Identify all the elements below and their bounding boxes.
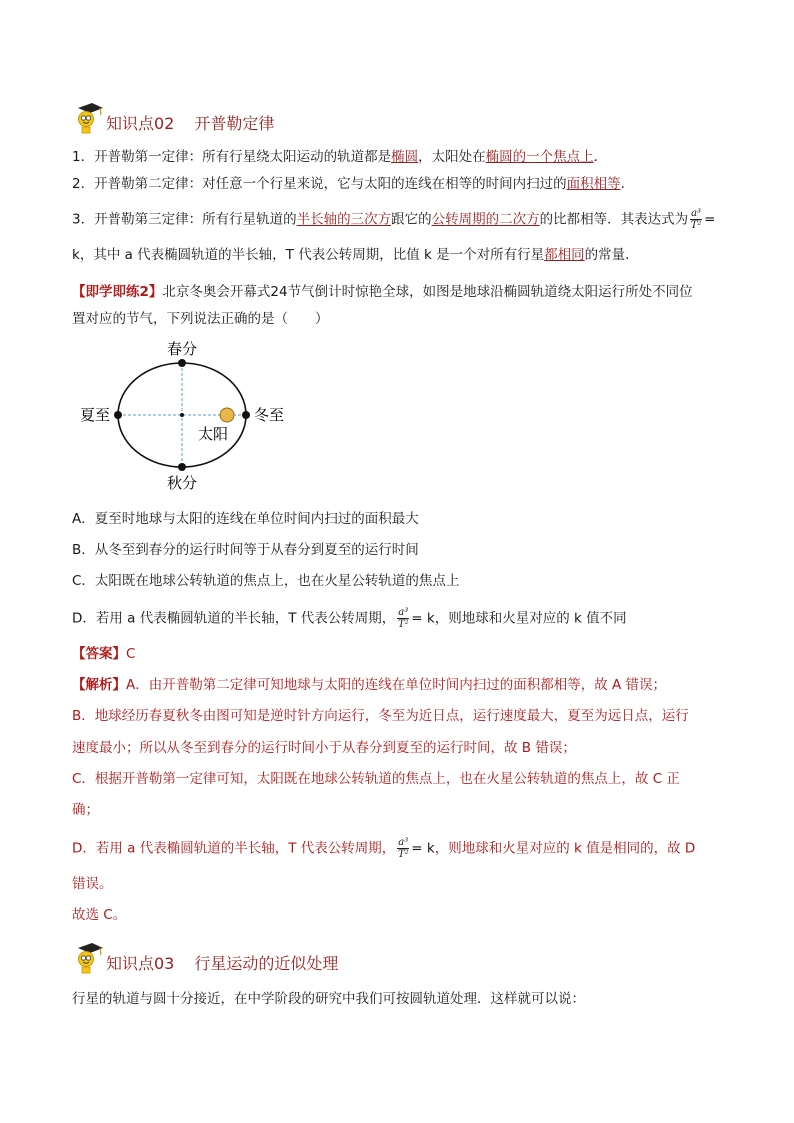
law-3-end: 的常量． [584, 247, 639, 263]
label-summer: 夏至 [79, 406, 110, 424]
orbit-diagram [72, 338, 302, 498]
analysis-d-text-2: ，则地球和火星对应的 k 值是相同的，故 D [434, 840, 696, 857]
analysis-d-equals: = k [411, 840, 435, 857]
option-d [72, 607, 627, 630]
answer-label: 【答案】 [72, 646, 126, 662]
analysis-c-1: C．根据开普勒第一定律可知，太阳既在地球公转轨道的焦点上，也在火星公转轨道的焦点上，故 C 正 [72, 771, 680, 787]
analysis-d-fraction: $\frac{\text{a³}}{\text{T²}}$ [397, 837, 409, 860]
law-3-text-3: 的比都相等．其表达式为 [539, 211, 689, 228]
practice-line-2 [72, 310, 329, 328]
section-02-header [72, 100, 274, 134]
law-3-blank-1: 半长轴的三次方 [296, 211, 392, 228]
section-02-title: 开普勒定律 [194, 114, 275, 133]
spring-equinox-point [178, 359, 186, 367]
law-2-end: ． [620, 176, 635, 192]
answer [72, 645, 135, 663]
analysis-d-text: D．若用 a 代表椭圆轨道的半长轴，T 代表公转周期， [72, 840, 396, 857]
option-d-fraction: $\frac{\text{a³}}{\text{T²}}$ [397, 607, 409, 630]
law-3-line-1 [72, 208, 715, 231]
graduate-mascot-icon [72, 100, 104, 134]
option-c: C．太阳既在地球公转轨道的焦点上，也在火星公转轨道的焦点上 [72, 573, 460, 589]
label-winter: 冬至 [254, 406, 285, 424]
law-2 [72, 175, 634, 193]
section-02-number: 知识点02 [106, 114, 175, 133]
law-3-fraction: $\frac{\text{a³}}{\text{T²}}$ [690, 208, 702, 231]
section-03-title: 行星运动的近似处理 [194, 954, 339, 973]
winter-solstice-point [242, 411, 250, 419]
practice-question-2: 置对应的节气，下列说法正确的是（ ） [72, 311, 329, 327]
label-sun: 太阳 [197, 425, 229, 443]
sun-icon [220, 408, 234, 422]
law-3-explanation: k，其中 a 代表椭圆轨道的半长轴，T 代表公转周期，比值 k 是一个对所有行星 [72, 247, 545, 263]
answer-value: C [126, 646, 136, 662]
law-2-text: 2．开普勒第二定律：对任意一个行星来说，它与太阳的连线在相等的时间内扫过的 [72, 176, 567, 192]
law-1-end: ． [593, 149, 608, 165]
label-autumn: 秋分 [166, 474, 198, 492]
analysis-label: 【解析】 [72, 677, 126, 693]
analysis-conclusion: 故选 C。 [72, 907, 127, 923]
option-d-equals: = k [411, 610, 435, 627]
summer-solstice-point [114, 411, 122, 419]
law-3-blank-2: 公转周期的二次方 [431, 211, 540, 228]
section-03-intro: 行星的轨道与圆十分接近，在中学阶段的研究中我们可按圆轨道处理．这样就可以说： [72, 991, 585, 1007]
law-3-text: 3．开普勒第三定律：所有行星轨道的 [72, 211, 297, 228]
option-d-text: D．若用 a 代表椭圆轨道的半长轴，T 代表公转周期， [72, 610, 396, 627]
graduate-mascot-icon [72, 940, 104, 974]
analysis-d-2: 错误。 [72, 876, 113, 892]
section-03-number: 知识点03 [106, 954, 175, 973]
law-1 [72, 148, 607, 166]
law-1-blank-2: 椭圆的一个焦点上 [485, 149, 594, 165]
practice-tag: 【即学即练2】 [72, 284, 163, 300]
law-3-text-2: 跟它的 [391, 211, 432, 228]
option-a: A．夏至时地球与太阳的连线在单位时间内扫过的面积最大 [72, 511, 419, 527]
law-2-blank: 面积相等 [566, 176, 621, 192]
law-1-text: 1．开普勒第一定律：所有行星绕太阳运动的轨道都是 [72, 149, 392, 165]
option-d-text-2: ，则地球和火星对应的 k 值不同 [434, 610, 627, 627]
option-b: B．从冬至到春分的运行时间等于从春分到夏至的运行时间 [72, 542, 419, 558]
section-03-header [72, 940, 338, 974]
analysis-b-2: 速度最小；所以从冬至到春分的运行时间小于从春分到夏至的运行时间，故 B 错误； [72, 740, 576, 756]
analysis-c-2: 确； [72, 802, 99, 818]
analysis-a-text: A．由开普勒第二定律可知地球与太阳的连线在单位时间内扫过的面积都相等，故 A 错误； [126, 677, 667, 693]
analysis-a [72, 676, 666, 694]
analysis-b-1: B．地球经历春夏秋冬由图可知是逆时针方向运行，冬至为近日点，运行速度最大，夏至为远日点，运行 [72, 708, 689, 724]
law-1-text-2: ，太阳处在 [418, 149, 486, 165]
label-spring: 春分 [166, 340, 198, 358]
law-1-blank-1: 椭圆 [391, 149, 419, 165]
center-point [180, 413, 184, 417]
practice-question: 北京冬奥会开幕式24节气倒计时惊艳全球，如图是地球沿椭圆轨道绕太阳运行所处不同位 [162, 284, 693, 300]
autumn-equinox-point [178, 463, 186, 471]
law-3-line-2 [72, 246, 639, 264]
law-3-equals: = [704, 211, 716, 228]
practice-line-1 [72, 283, 693, 301]
law-3-blank-3: 都相同 [544, 247, 585, 263]
analysis-d-1 [72, 837, 695, 860]
